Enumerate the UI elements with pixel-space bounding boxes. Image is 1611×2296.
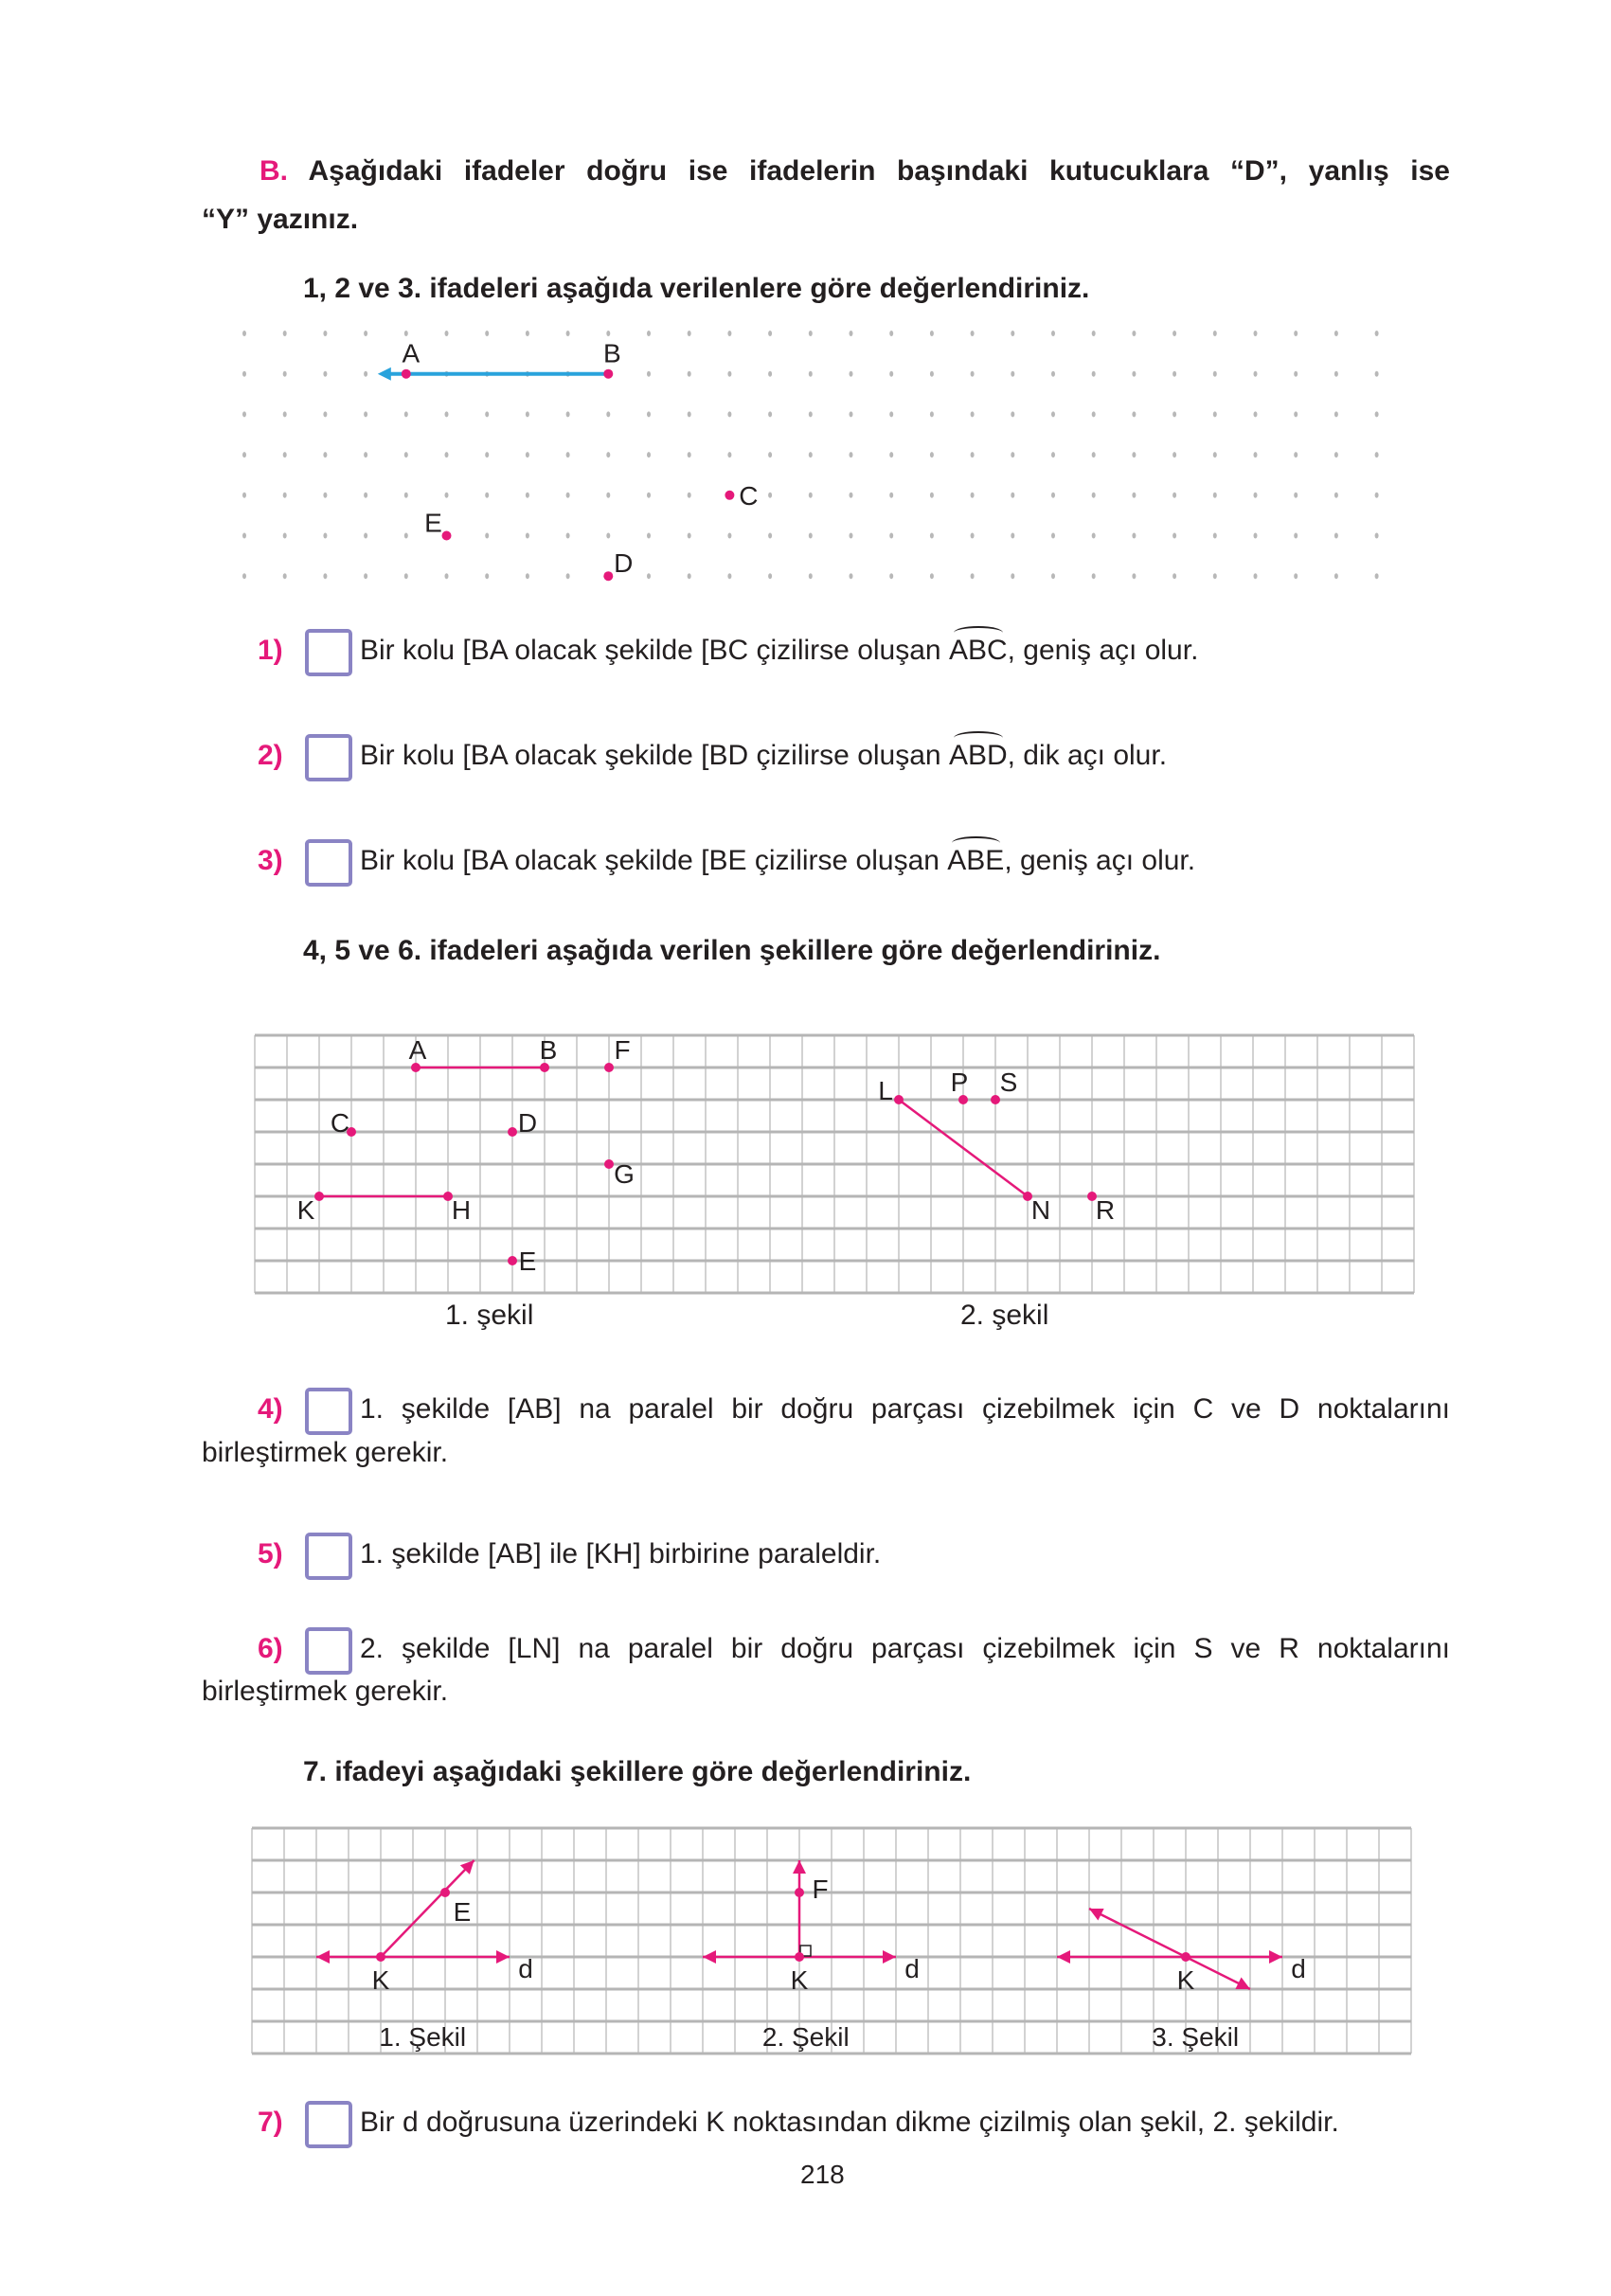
grid-dot	[850, 573, 853, 579]
instruction-line-1	[260, 155, 1450, 188]
grid-dot	[323, 573, 327, 579]
grid-dot	[404, 493, 408, 498]
grid-dot	[1051, 573, 1055, 579]
section-letter: B.	[260, 155, 288, 187]
grid-dot	[242, 452, 246, 457]
item-6-number: 6)	[258, 1633, 283, 1664]
grid-dot	[606, 411, 610, 417]
point-S	[991, 1095, 1000, 1104]
figure-caption-1: 1. Şekil	[379, 2022, 467, 2052]
grid-dot	[404, 573, 408, 579]
grid-dot	[1011, 411, 1014, 417]
point-D	[603, 571, 613, 581]
grid-dot	[930, 533, 934, 539]
grid-dot	[1172, 371, 1176, 377]
grid-dot	[1375, 533, 1379, 539]
grid-dot	[1334, 371, 1338, 377]
item-5-number: 5)	[258, 1538, 283, 1570]
item-2-text	[360, 740, 1167, 772]
grid-dot	[1172, 411, 1176, 417]
grid-dot	[727, 452, 731, 457]
item-1-text-pre: Bir kolu [BA olacak şekilde [BC çizilirse oluşan	[360, 635, 949, 666]
item-6-text-line1: 2. şekilde [LN] na paralel bir doğru parçası çizebilmek için S ve R noktalarını	[360, 1633, 1450, 1664]
grid-dot	[889, 533, 893, 539]
grid-dot	[1011, 493, 1014, 498]
grid-dot	[242, 411, 246, 417]
grid-dot	[1334, 493, 1338, 498]
grid-dot	[1051, 533, 1055, 539]
grid-dot	[606, 331, 610, 336]
grid-dot	[971, 331, 975, 336]
point-F-fig2	[795, 1888, 804, 1897]
point-G	[604, 1159, 614, 1169]
item-7-number: 7)	[258, 2107, 283, 2138]
group1-heading: 1, 2 ve 3. ifadeleri aşağıda verilenlere göre değerlendiriniz.	[303, 273, 1090, 304]
grid-dot	[688, 493, 691, 498]
grid-dot	[1375, 411, 1379, 417]
grid-dot	[485, 411, 489, 417]
angle-abc: ABC	[948, 635, 1008, 666]
grid-dot	[688, 533, 691, 539]
grid-dot	[1132, 371, 1136, 377]
grid-dot	[727, 331, 731, 336]
grid-dot	[445, 331, 449, 336]
page-number: 218	[800, 2160, 845, 2189]
grid-dot	[242, 331, 246, 336]
line-d-fig3-arrow-icon	[1057, 1950, 1070, 1964]
grid-dot	[1051, 371, 1055, 377]
grid-dot	[485, 493, 489, 498]
grid-dot	[1051, 493, 1055, 498]
grid-dot	[1092, 371, 1096, 377]
grid-dot	[1375, 331, 1379, 336]
grid-dot	[930, 371, 934, 377]
grid-dot	[1254, 371, 1258, 377]
grid-dot	[647, 411, 651, 417]
line-d-fig1-arrow-icon	[496, 1950, 510, 1964]
point-L	[894, 1095, 904, 1104]
grid-dot	[1375, 371, 1379, 377]
grid-dot	[971, 573, 975, 579]
grid-dot	[1334, 573, 1338, 579]
grid-dot	[930, 411, 934, 417]
grid-dot	[364, 493, 367, 498]
item-2-answer-box[interactable]	[305, 734, 352, 781]
grid-dot	[809, 493, 813, 498]
grid-dot	[1051, 452, 1055, 457]
grid-dot	[1375, 573, 1379, 579]
grid-dot	[889, 371, 893, 377]
point-D	[508, 1127, 517, 1137]
grid-dot	[323, 331, 327, 336]
item-1-answer-box[interactable]	[305, 629, 352, 676]
figure-caption-3: 3. Şekil	[1152, 2022, 1240, 2052]
grid-dot	[688, 331, 691, 336]
point-label-F: F	[614, 1035, 631, 1065]
item-6-answer-box[interactable]	[305, 1627, 352, 1675]
figure-caption-2: 2. Şekil	[761, 2022, 850, 2052]
item-2-text-pre: Bir kolu [BA olacak şekilde [BD çizilirse oluşan	[360, 740, 949, 771]
grid-dot	[850, 371, 853, 377]
grid-dot	[850, 452, 853, 457]
grid-dot	[1254, 452, 1258, 457]
grid-dot	[1294, 493, 1298, 498]
grid-dot	[606, 493, 610, 498]
item-1-number: 1)	[258, 635, 283, 666]
point-label-G: G	[614, 1159, 635, 1189]
point-label-A: A	[408, 1035, 427, 1065]
grid-dot	[1172, 452, 1176, 457]
grid-dot	[647, 331, 651, 336]
grid-dot	[404, 533, 408, 539]
grid-dot	[971, 533, 975, 539]
figure-1-caption: 1. şekil	[445, 1300, 534, 1331]
item-1-text-post: , geniş açı olur.	[1007, 635, 1199, 666]
line-d-fig1-arrow-icon	[316, 1950, 330, 1964]
grid-dot	[1132, 331, 1136, 336]
grid-dot	[1172, 533, 1176, 539]
grid-dot	[526, 493, 529, 498]
grid-dot	[485, 452, 489, 457]
grid-dot	[606, 452, 610, 457]
item-4-text-line2: birleştirmek gerekir.	[202, 1437, 449, 1468]
grid-dot	[242, 371, 246, 377]
point-F	[604, 1063, 614, 1072]
item-4-number: 4)	[258, 1393, 283, 1425]
point-C	[725, 491, 734, 500]
grid-dot	[1213, 411, 1217, 417]
grid-dot	[526, 573, 529, 579]
point-label-C: C	[739, 480, 759, 511]
grid-dot	[445, 411, 449, 417]
grid-dot	[1132, 411, 1136, 417]
grid-dot	[242, 533, 246, 539]
item-3-text	[360, 845, 1195, 877]
grid-dot	[445, 452, 449, 457]
grid-dot	[283, 573, 287, 579]
grid-dot	[1092, 533, 1096, 539]
grid-dot	[809, 331, 813, 336]
item-4-text-line1: 1. şekilde [AB] na paralel bir doğru parçası çizebilmek için C ve D noktalarını	[360, 1393, 1450, 1425]
grid-dot	[647, 533, 651, 539]
grid-dot	[889, 493, 893, 498]
item-3-text-post: , geniş açı olur.	[1004, 845, 1196, 876]
point-K-fig2	[795, 1952, 804, 1962]
grid-dot	[889, 331, 893, 336]
grid-dot	[1334, 331, 1338, 336]
grid-dot	[768, 573, 772, 579]
grid-dot	[1051, 331, 1055, 336]
grid-dot	[445, 493, 449, 498]
point-label-C: C	[330, 1108, 350, 1138]
grid-dot	[1375, 452, 1379, 457]
grid-dot	[850, 493, 853, 498]
grid-dot	[809, 411, 813, 417]
point-label-A: A	[402, 338, 421, 368]
grid-dot	[1254, 331, 1258, 336]
grid-dot	[1254, 493, 1258, 498]
label-d-fig2: d	[904, 1954, 920, 1983]
grid-dot	[1011, 371, 1014, 377]
dot-grid-diagram	[227, 313, 1402, 597]
point-label-D: D	[614, 548, 634, 579]
grid-dot	[727, 411, 731, 417]
grid-dot	[688, 452, 691, 457]
grid-dot	[283, 452, 287, 457]
point-label-B: B	[602, 338, 621, 368]
point-label-N: N	[1030, 1195, 1051, 1225]
label-K-fig1: K	[371, 1965, 390, 1995]
angle-abd: ABD	[948, 740, 1008, 771]
grid-dot	[809, 533, 813, 539]
line-d-fig2-arrow-icon	[883, 1950, 896, 1964]
grid-dot	[1092, 493, 1096, 498]
grid-dot	[566, 411, 570, 417]
label-d-fig1: d	[518, 1954, 533, 1983]
point-E-fig1	[440, 1888, 450, 1897]
grid-dot	[526, 331, 529, 336]
point-label-P: P	[950, 1067, 969, 1097]
instruction-text: Aşağıdaki ifadeler doğru ise ifadelerin başındaki kutucuklara “D”, yanlış ise	[308, 155, 1450, 187]
grid-dot	[727, 533, 731, 539]
grid-dot	[1254, 411, 1258, 417]
line-d-fig3-arrow-icon	[1269, 1950, 1282, 1964]
grid-dot	[1092, 452, 1096, 457]
item-1-text	[360, 635, 1198, 667]
grid-dot	[1294, 573, 1298, 579]
item-7-text: Bir d doğrusuna üzerindeki K noktasından dikme çizilmiş olan şekil, 2. şekildir.	[360, 2107, 1339, 2138]
grid-dot	[485, 533, 489, 539]
grid-dot	[323, 452, 327, 457]
grid-dot	[768, 533, 772, 539]
grid-dot	[768, 452, 772, 457]
grid-dot	[1092, 573, 1096, 579]
grid-dot	[930, 331, 934, 336]
grid-dot	[889, 573, 893, 579]
line-d-fig2-arrow-icon	[703, 1950, 716, 1964]
angle-abe: ABE	[947, 845, 1005, 876]
point-label-S: S	[999, 1067, 1018, 1097]
grid-dot	[323, 371, 327, 377]
item-5-answer-box[interactable]	[305, 1533, 352, 1580]
point-K	[314, 1192, 324, 1201]
line-oblique-fig3	[1089, 1909, 1250, 1989]
grid-dot	[364, 573, 367, 579]
grid-dot	[850, 411, 853, 417]
grid-dot	[323, 411, 327, 417]
grid-dot	[1172, 493, 1176, 498]
grid-dot	[1213, 533, 1217, 539]
grid-dot	[283, 493, 287, 498]
grid-dot	[768, 411, 772, 417]
grid-dot	[242, 573, 246, 579]
grid-dot	[1294, 411, 1298, 417]
grid-dot	[971, 493, 975, 498]
grid-dot	[323, 493, 327, 498]
item-7-answer-box[interactable]	[305, 2101, 352, 2148]
item-3-number: 3)	[258, 845, 283, 876]
grid-dot	[850, 533, 853, 539]
grid-dot	[566, 533, 570, 539]
grid-dot	[647, 371, 651, 377]
grid-dot	[283, 371, 287, 377]
grid-dot	[1011, 533, 1014, 539]
grid-dot	[1011, 331, 1014, 336]
grid-dot	[404, 331, 408, 336]
grid-dot	[688, 573, 691, 579]
point-K-fig1	[376, 1952, 385, 1962]
grid-dot	[688, 371, 691, 377]
figure-2-caption: 2. şekil	[960, 1300, 1049, 1331]
item-5-text: 1. şekilde [AB] ile [KH] birbirine paraleldir.	[360, 1538, 882, 1570]
item-2-text-post: , dik açı olur.	[1007, 740, 1168, 771]
grid-dot	[1011, 573, 1014, 579]
grid-dot	[1092, 331, 1096, 336]
grid-dot	[323, 533, 327, 539]
grid-dot	[889, 411, 893, 417]
grid-dot	[971, 411, 975, 417]
grid-dot	[1132, 533, 1136, 539]
group3-heading: 7. ifadeyi aşağıdaki şekillere göre değerlendiriniz.	[303, 1756, 972, 1787]
grid-dot	[688, 411, 691, 417]
grid-dot	[1011, 452, 1014, 457]
grid-dot	[1172, 331, 1176, 336]
grid-dot	[1092, 411, 1096, 417]
grid-dot	[566, 573, 570, 579]
grid-figures-1-2	[255, 1035, 1414, 1293]
grid-dot	[850, 331, 853, 336]
grid-dot	[930, 573, 934, 579]
grid-dot	[485, 573, 489, 579]
item-3-text-pre: Bir kolu [BA olacak şekilde [BE çizilirse oluşan	[360, 845, 948, 876]
item-4-answer-box[interactable]	[305, 1388, 352, 1435]
grid-dot	[930, 493, 934, 498]
point-A	[402, 369, 411, 379]
point-label-L: L	[878, 1076, 893, 1105]
grid-dot	[566, 331, 570, 336]
ray-kf-fig2-arrow-icon	[793, 1860, 806, 1874]
point-E	[442, 531, 452, 541]
grid-dot	[889, 452, 893, 457]
group2-heading: 4, 5 ve 6. ifadeleri aşağıda verilen şekillere göre değerlendiriniz.	[303, 935, 1161, 966]
point-K-fig3	[1181, 1952, 1190, 1962]
grid-dot	[1213, 493, 1217, 498]
grid-dot	[727, 371, 731, 377]
grid-dot	[971, 371, 975, 377]
grid-dot	[566, 452, 570, 457]
point-label-K: K	[296, 1195, 315, 1225]
grid-dot	[768, 331, 772, 336]
label-E-fig1: E	[453, 1897, 472, 1927]
grid-dot	[1132, 493, 1136, 498]
grid-dot	[647, 452, 651, 457]
instruction-line-2: “Y” yazınız.	[202, 204, 359, 235]
grid-dot	[566, 493, 570, 498]
grid-dot	[1294, 452, 1298, 457]
item-6-text-line2: birleştirmek gerekir.	[202, 1676, 449, 1707]
grid-dot	[971, 452, 975, 457]
item-3-answer-box[interactable]	[305, 839, 352, 887]
grid-dot	[242, 493, 246, 498]
grid-dot	[364, 331, 367, 336]
grid-dot	[1334, 411, 1338, 417]
grid-dot	[1051, 411, 1055, 417]
grid-dot	[1334, 452, 1338, 457]
grid-dot	[1213, 331, 1217, 336]
point-label-D: D	[517, 1108, 538, 1138]
point-E	[508, 1256, 517, 1265]
grid-dot	[1132, 573, 1136, 579]
grid-dot	[364, 533, 367, 539]
grid-dot	[768, 493, 772, 498]
label-K-fig2: K	[790, 1965, 809, 1995]
grid-dot	[364, 452, 367, 457]
grid-dot	[1254, 533, 1258, 539]
label-d-fig3: d	[1291, 1954, 1306, 1983]
point-label-R: R	[1095, 1195, 1116, 1225]
grid-dot	[1213, 573, 1217, 579]
label-K-fig3: K	[1176, 1965, 1195, 1995]
grid-dot	[809, 452, 813, 457]
grid-dot	[1254, 573, 1258, 579]
ray-arrow-icon	[378, 368, 391, 381]
grid-figures-perpendicular	[252, 1828, 1411, 2054]
grid-dot	[283, 331, 287, 336]
grid-dot	[930, 452, 934, 457]
grid-dot	[1213, 371, 1217, 377]
grid-dot	[727, 573, 731, 579]
point-label-H: H	[451, 1195, 472, 1225]
grid-dot	[283, 411, 287, 417]
grid-dot	[647, 493, 651, 498]
point-B	[603, 369, 613, 379]
grid-dot	[404, 452, 408, 457]
grid-dot	[1213, 452, 1217, 457]
label-F-fig2: F	[812, 1874, 829, 1904]
grid-dot	[1375, 493, 1379, 498]
grid-dot	[364, 411, 367, 417]
grid-dot	[526, 411, 529, 417]
grid-dot	[1294, 533, 1298, 539]
grid-dot	[1294, 371, 1298, 377]
grid-dot	[809, 573, 813, 579]
grid-dot	[1132, 452, 1136, 457]
point-label-E: E	[518, 1247, 537, 1276]
grid-dot	[404, 411, 408, 417]
grid-dot	[809, 371, 813, 377]
point-label-B: B	[539, 1035, 558, 1065]
grid-dot	[1172, 573, 1176, 579]
grid-dot	[1334, 533, 1338, 539]
grid-dot	[283, 533, 287, 539]
grid-dot	[606, 533, 610, 539]
grid-dot	[526, 452, 529, 457]
grid-dot	[485, 331, 489, 336]
grid-dot	[768, 371, 772, 377]
grid-dot	[526, 533, 529, 539]
grid-dot	[1294, 331, 1298, 336]
grid-dot	[364, 371, 367, 377]
point-label-E: E	[424, 508, 442, 538]
grid-dot	[445, 573, 449, 579]
grid-dot	[647, 573, 651, 579]
item-2-number: 2)	[258, 740, 283, 771]
